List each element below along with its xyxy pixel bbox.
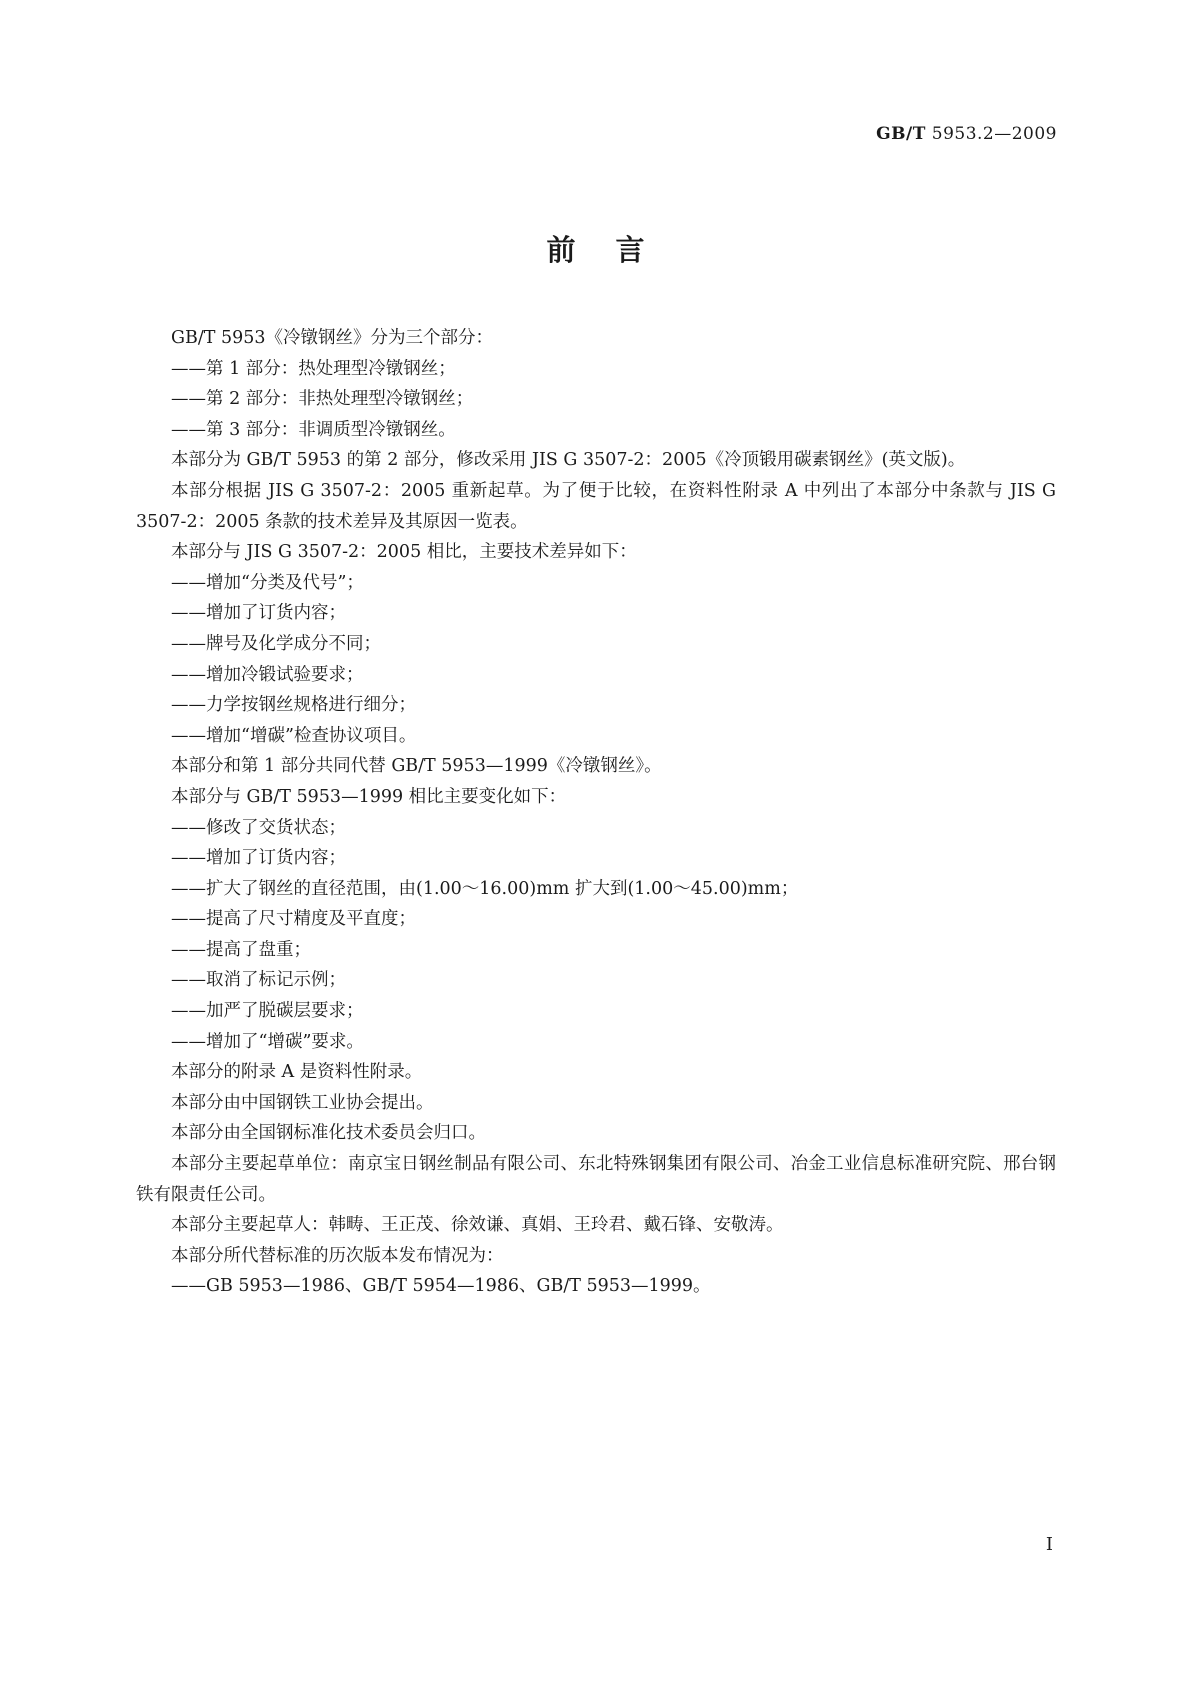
list-item: ——第 3 部分：非调质型冷镦钢丝。 — [171, 419, 456, 440]
list-item: ——增加冷锻试验要求； — [171, 664, 364, 685]
list-item: ——提高了尺寸精度及平直度； — [171, 909, 416, 930]
list-item: ——修改了交货状态； — [171, 817, 346, 838]
list-item: ——加严了脱碳层要求； — [171, 1001, 364, 1022]
paragraph: 本部分与 GB/T 5953—1999 相比主要变化如下： — [171, 786, 567, 807]
standard-prefix: GB/T — [876, 124, 926, 144]
list-item: ——力学按钢丝规格进行细分； — [171, 695, 416, 716]
page-number: I — [1045, 1534, 1053, 1555]
list-item: ——第 1 部分：热处理型冷镦钢丝； — [171, 358, 456, 379]
list-item: ——增加“分类及代号”； — [171, 572, 364, 593]
paragraph: 本部分的附录 A 是资料性附录。 — [171, 1062, 423, 1083]
paragraph: 本部分为 GB/T 5953 的第 2 部分，修改采用 JIS G 3507-2：2005《冷顶锻用碳素钢丝》(英文版)。 — [171, 450, 966, 471]
page-title: 前言 — [546, 233, 685, 267]
paragraph: 本部分和第 1 部分共同代替 GB/T 5953—1999《冷镦钢丝》。 — [171, 756, 662, 777]
paragraph: 本部分由中国钢铁工业协会提出。 — [171, 1092, 434, 1113]
foreword-body — [136, 323, 1056, 1302]
list-item: ——提高了盘重； — [171, 939, 311, 960]
list-item: ——牌号及化学成分不同； — [171, 633, 381, 654]
paragraph: 本部分主要起草单位：南京宝日钢丝制品有限公司、东北特殊钢集团有限公司、冶金工业信息标准研究院、邢台钢铁有限责任公司。 — [136, 1154, 1056, 1205]
standard-code: 5953.2—2009 — [931, 124, 1057, 144]
list-item: ——增加了“增碳”要求。 — [171, 1031, 364, 1052]
list-item: ——第 2 部分：非热处理型冷镦钢丝； — [171, 389, 474, 410]
list-item: ——GB 5953—1986、GB/T 5954—1986、GB/T 5953—1999。 — [171, 1276, 711, 1297]
list-item: ——增加了订货内容； — [171, 848, 346, 869]
paragraph: 本部分由全国钢标准化技术委员会归口。 — [171, 1123, 486, 1144]
paragraph: 本部分所代替标准的历次版本发布情况为： — [171, 1245, 504, 1266]
list-item: ——扩大了钢丝的直径范围，由(1.00～16.00)mm 扩大到(1.00～45.00)mm； — [171, 878, 799, 899]
list-item: ——增加了订货内容； — [171, 603, 346, 624]
standard-number — [876, 124, 1057, 144]
list-item: ——增加“增碳”检查协议项目。 — [171, 725, 417, 746]
paragraph: 本部分与 JIS G 3507-2：2005 相比，主要技术差异如下： — [171, 542, 637, 563]
paragraph: 本部分主要起草人：韩畴、王正茂、徐效谦、真娟、王玲君、戴石锋、安敬涛。 — [171, 1215, 784, 1236]
paragraph: GB/T 5953《冷镦钢丝》分为三个部分： — [171, 328, 494, 348]
paragraph: 本部分根据 JIS G 3507-2：2005 重新起草。为了便于比较，在资料性附录 A 中列出了本部分中条款与 JIS G 3507-2：2005 条款的技术差异及其原因一览表。 — [136, 480, 1056, 532]
list-item: ——取消了标记示例； — [171, 970, 346, 991]
